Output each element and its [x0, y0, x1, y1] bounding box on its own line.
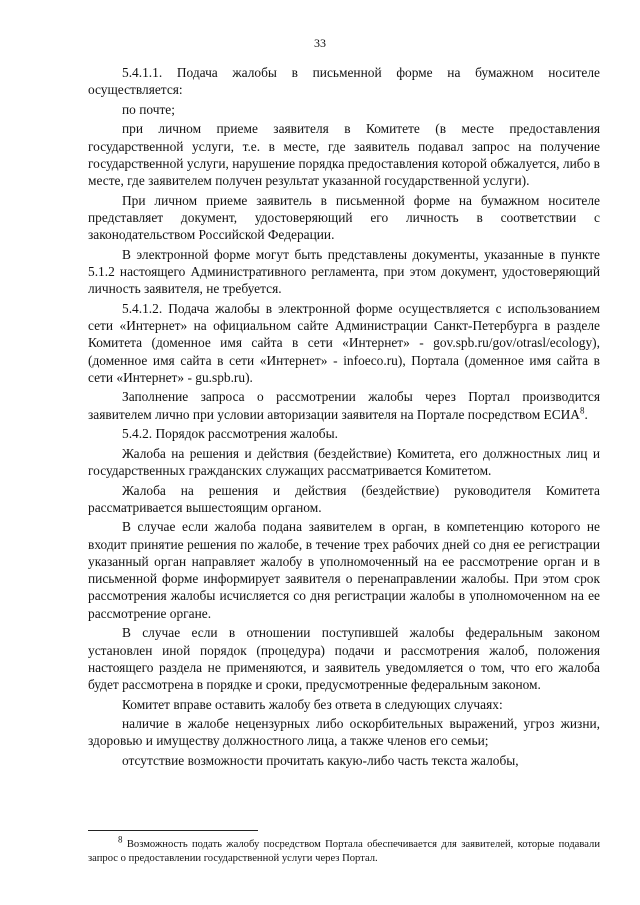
paragraph: В электронной форме могут быть представлены документы, указанные в пункте 5.1.2 настоящего Административного регламента, при этом документ, удостоверяющий личность заявителя, не требуется.: [88, 246, 600, 297]
paragraph: При личном приеме заявитель в письменной форме на бумажном носителе представляет документ, удостоверяющий его личность в соответствии с законодательством Российской Федерации.: [88, 192, 600, 243]
paragraph-portal: [88, 388, 600, 423]
paragraph: Жалоба на решения и действия (бездействие) руководителя Комитета рассматривается вышестоящим органом.: [88, 482, 600, 515]
portal-tail: .: [584, 406, 588, 422]
paragraph: В случае если жалоба подана заявителем в орган, в компетенцию которого не входит принятие решения по жалобе, в течение трех рабочих дней со дня ее регистрации указанный орган направляет жалобу в уполномоченный на ее рассмотрение орган и в письменной форме информирует заявителя о перенаправлении жалобы. При этом срок рассмотрения жалобы исчисляется со дня регистрации жалобы в уполномоченном на ее рассмотрение органе.: [88, 519, 600, 621]
paragraph: Комитет вправе оставить жалобу без ответа в следующих случаях:: [122, 696, 503, 712]
footnote-ref[interactable]: 8: [579, 405, 585, 416]
page-number: 33: [314, 36, 326, 50]
paragraph: Жалоба на решения и действия (бездействие) Комитета, его должностных лиц и государственных гражданских служащих рассматривается Комитетом.: [88, 445, 600, 479]
body-text: [88, 64, 600, 771]
footnote-divider: [88, 830, 258, 831]
paragraph: по почте;: [122, 101, 175, 117]
paragraph: при личном приеме заявителя в Комитете (в месте предоставления государственной услуги, т.е. в месте, где заявитель подавал запрос на получение государственной услуги, нарушение порядка предоставления которой обжалуется, либо в месте, где заявителем получен результат указанной государственной услуги).: [88, 121, 600, 189]
paragraph: 5.4.1.2. Подача жалобы в электронной форме осуществляется с использованием сети «Интернет» на официальном сайте Администрации Санкт-Петербурга в разделе Комитета (доменное имя сайта в сети «Интернет» - gov.spb.ru/gov/otrasl/ecology), (доменное имя сайта в сети «Интернет» - infoeco.ru), Портала (доменное имя сайта в сети «Интернет» - gu.spb.ru).: [88, 300, 600, 385]
footnote-text: Возможность подать жалобу посредством Портала обеспечивается для заявителей, которые подавали запрос о предоставлении государственной услуги через Портал.: [88, 839, 600, 864]
footnote-mark: 8: [118, 834, 123, 845]
paragraph: наличие в жалобе нецензурных либо оскорбительных выражений, угроз жизни, здоровью и имуществу должностного лица, а также членов его семьи;: [88, 716, 600, 749]
footnote: [88, 834, 600, 866]
paragraph: 5.4.2. Порядок рассмотрения жалобы.: [122, 426, 338, 442]
paragraph: 5.4.1.1. Подача жалобы в письменной форме на бумажном носителе осуществляется:: [88, 65, 600, 98]
paragraph: отсутствие возможности прочитать какую-либо часть текста жалобы,: [122, 752, 519, 768]
portal-text: Заполнение запроса о рассмотрении жалобы через Портал производится заявителем лично при условии авторизации заявителя на Портале посредством ЕСИА: [88, 389, 600, 422]
paragraph: В случае если в отношении поступившей жалобы федеральным законом установлен иной порядок (процедура) подачи и рассмотрения жалоб, положения настоящего раздела не применяются, и заявитель уведомляется о том, что его жалоба будет рассмотрена в порядке и сроки, предусмотренные федеральным законом.: [88, 625, 600, 693]
